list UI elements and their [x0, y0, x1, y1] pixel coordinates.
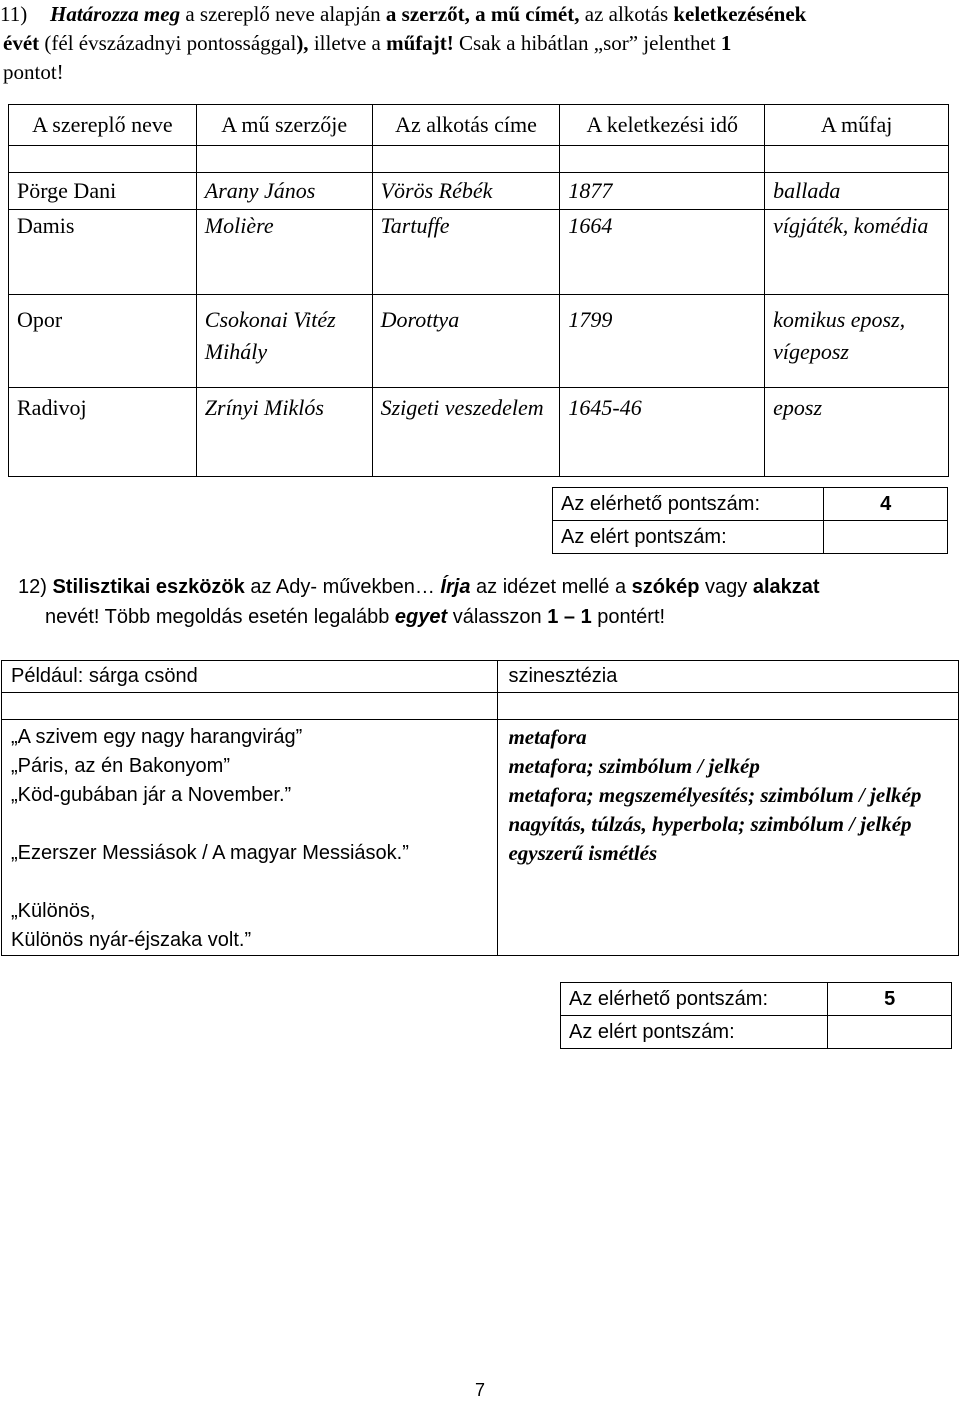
quote-item: „Köd-gubában jár a November.”: [11, 784, 292, 806]
score-achieved-value: [824, 521, 948, 554]
instruction-text: pontot!: [3, 60, 64, 84]
question-number: 12): [18, 576, 47, 598]
table-header-row: [9, 105, 949, 146]
author-cell: Arany János: [204, 178, 316, 203]
instruction-bold: ),: [296, 31, 314, 55]
instruction-text: vagy: [699, 576, 753, 598]
instruction-text: az Ady- művekben…: [244, 576, 441, 598]
title-cell: Szigeti veszedelem: [380, 395, 544, 420]
instruction-bold: alakzat: [752, 576, 820, 598]
genre-cell: komikus eposz, vígeposz: [773, 307, 906, 364]
page-number: 7: [474, 1380, 485, 1400]
score-achieved-label: Az elért pontszám:: [553, 521, 824, 554]
year-cell: 1645-46: [568, 395, 642, 420]
example-row: [2, 661, 959, 693]
table-spacer-row: [2, 693, 959, 720]
quote-item: „Különös,: [11, 900, 96, 922]
instruction-verb: Határozza meg: [50, 2, 181, 26]
quote-item: Különös nyár-éjszaka volt.”: [11, 929, 252, 951]
table-spacer-row: [9, 146, 949, 173]
year-cell: 1664: [568, 213, 613, 238]
instruction-bold: 1: [720, 31, 732, 55]
score-box: [560, 982, 952, 1049]
instruction-bold: évét: [3, 31, 40, 55]
question-12: [18, 572, 948, 632]
character-cell: Radivoj: [9, 388, 197, 477]
instruction-text: az alkotás: [579, 2, 674, 26]
instruction-bold: műfajt!: [386, 31, 454, 55]
score-box: [552, 487, 948, 554]
table-row: [9, 295, 949, 388]
character-cell: Damis: [9, 210, 197, 295]
instruction-text: (fél évszázadnyi pontossággal: [39, 31, 297, 55]
column-header: A keletkezési idő: [560, 105, 765, 146]
table-row: [9, 388, 949, 477]
quote-item: „Páris, az én Bakonyom”: [11, 755, 230, 777]
quote-item: „Ezerszer Messiások / A magyar Messiások.”: [11, 842, 409, 864]
question-11: [0, 0, 958, 87]
title-cell: Tartuffe: [380, 213, 450, 238]
year-cell: 1877: [568, 178, 613, 203]
table-row: [9, 173, 949, 210]
title-cell: Dorottya: [380, 307, 460, 332]
quote-item: „A szivem egy nagy harangvirág”: [11, 726, 303, 748]
authors-table: [8, 104, 949, 477]
instruction-bold: 1 – 1: [547, 606, 592, 628]
instruction-text: pontért!: [591, 606, 666, 628]
instruction-text: a szereplő neve alapján: [180, 2, 386, 26]
score-achieved-value: [828, 1016, 952, 1049]
instruction-text: Csak a hibátlan „sor” jelenthet: [453, 31, 721, 55]
instruction-bold: egyet: [394, 606, 448, 628]
instruction-text: az idézet mellé a: [470, 576, 632, 598]
table-row: [9, 210, 949, 295]
character-cell: Opor: [9, 295, 197, 388]
title-cell: Vörös Rébék: [380, 178, 493, 203]
instruction-bold: szókép: [631, 576, 700, 598]
question-number: 11): [0, 2, 28, 26]
author-cell: Zrínyi Miklós: [204, 395, 324, 420]
score-available-value: 5: [828, 983, 952, 1016]
column-header: A műfaj: [765, 105, 949, 146]
instruction-text: válasszon: [447, 606, 548, 628]
answers-row: [2, 720, 959, 956]
stylistics-table: [1, 660, 959, 956]
answer-item: nagyítás, túlzás, hyperbola; szimbólum / jelkép: [508, 812, 912, 836]
column-header: A szereplő neve: [9, 105, 197, 146]
year-cell: 1799: [568, 307, 613, 332]
score-achieved-label: Az elért pontszám:: [561, 1016, 828, 1049]
instruction-verb: Írja: [440, 576, 471, 598]
answer-item: metafora: [508, 725, 587, 749]
genre-cell: vígjáték, komédia: [773, 213, 929, 238]
instruction-bold: Stilisztikai eszközök: [52, 576, 245, 598]
instruction-bold: a szerzőt, a mű címét,: [385, 2, 580, 26]
instruction-text: illetve a: [313, 31, 387, 55]
character-cell: Pörge Dani: [9, 173, 197, 210]
author-cell: Csokonai Vitéz Mihály: [204, 307, 336, 364]
example-answer: szinesztézia: [498, 661, 959, 693]
genre-cell: ballada: [773, 178, 841, 203]
instruction-bold: keletkezésének: [673, 2, 807, 26]
example-quote: Például: sárga csönd: [2, 661, 498, 693]
instruction-text: nevét! Több megoldás esetén legalább: [45, 606, 395, 628]
author-cell: Molière: [204, 213, 274, 238]
answer-item: metafora; megszemélyesítés; szimbólum / jelkép: [508, 783, 922, 807]
genre-cell: eposz: [773, 395, 823, 420]
answer-item: metafora; szimbólum / jelkép: [508, 754, 760, 778]
column-header: Az alkotás címe: [372, 105, 560, 146]
score-available-value: 4: [824, 488, 948, 521]
score-available-label: Az elérhető pontszám:: [553, 488, 824, 521]
answer-item: egyszerű ismétlés: [508, 841, 658, 865]
score-available-label: Az elérhető pontszám:: [561, 983, 828, 1016]
column-header: A mű szerzője: [196, 105, 372, 146]
